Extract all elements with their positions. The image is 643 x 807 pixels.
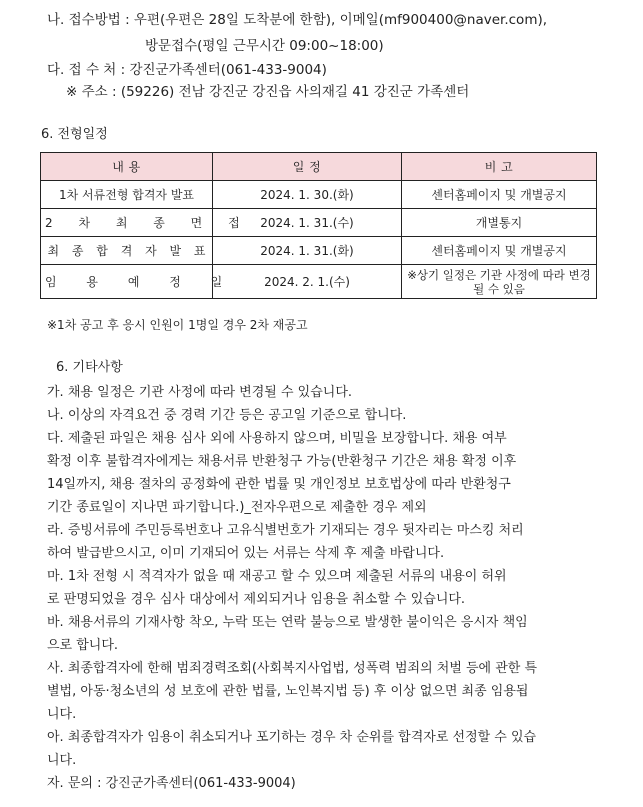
schedule-table [40, 152, 597, 299]
list-item: 별법, 아동·청소년의 성 보호에 관한 법률, 노인복지법 등) 후 이상 없으면 최종 임용됩 [47, 684, 529, 699]
row-date: 2024. 1. 30.(화) [213, 181, 402, 209]
header-schedule: 일 정 [213, 153, 402, 181]
list-item: 라. 증빙서류에 주민등록번호나 고유식별번호가 기재되는 경우 뒷자리는 마스킹 처리 [47, 523, 524, 538]
list-item: 기간 종료일이 지나면 파기합니다.)_전자우편으로 제출한 경우 제외 [47, 500, 427, 515]
submission-office-line: 다. 접 수 처 : 강진군가족센터(061-433-9004) [47, 62, 327, 78]
list-item: 바. 채용서류의 기재사항 착오, 누락 또는 연락 불능으로 발생한 불이익은 응시자 책임 [47, 615, 528, 630]
list-item: 마. 1차 전형 시 적격자가 없을 때 재공고 할 수 있으며 제출된 서류의 내용이 허위 [47, 569, 507, 584]
list-item: 니다. [47, 753, 77, 768]
header-content: 내 용 [41, 153, 213, 181]
row-note: 센터홈페이지 및 개별공지 [402, 237, 597, 265]
list-item: 사. 최종합격자에 한해 범죄경력조회(사회복지사업법, 성폭력 범죄의 처벌 등에 관한 특 [47, 661, 538, 676]
table-row [41, 209, 597, 237]
list-item: 니다. [47, 707, 77, 722]
schedule-heading: 6. 전형일정 [41, 127, 108, 142]
table-header-row [41, 153, 597, 181]
list-item: 확정 이후 불합격자에게는 채용서류 반환청구 가능(반환청구 기간은 채용 확정 이후 [47, 454, 517, 469]
list-item: 아. 최종합격자가 임용이 취소되거나 포기하는 경우 차 순위를 합격자로 선정할 수 있습 [47, 730, 537, 745]
list-item: 나. 이상의 자격요건 중 경력 기간 등은 공고일 기준으로 합니다. [47, 408, 407, 423]
list-item: 자. 문의 : 강진군가족센터(061-433-9004) [47, 776, 296, 791]
header-remarks: 비 고 [402, 153, 597, 181]
other-matters-heading: 6. 기타사항 [56, 360, 123, 375]
row-stage: 1차 서류전형 합격자 발표 [41, 181, 213, 209]
schedule-footnote: ※1차 공고 후 응시 인원이 1명일 경우 2차 재공고 [47, 318, 308, 332]
list-item: 으로 합니다. [47, 638, 119, 653]
list-item: 14일까지, 채용 절차의 공정화에 관한 법률 및 개인정보 보호법상에 따라 반환청구 [47, 477, 511, 492]
row-stage: 최 종 합 격 자 발 표 [41, 237, 213, 265]
row-stage: 임 용 예 정 일 [41, 265, 213, 299]
row-date: 2024. 2. 1.(수) [213, 265, 402, 299]
list-item: 다. 제출된 파일은 채용 심사 외에 사용하지 않으며, 비밀을 보장합니다. 채용 여부 [47, 431, 507, 446]
row-note: ※상기 일정은 기관 사정에 따라 변경될 수 있음 [402, 265, 597, 299]
row-date: 2024. 1. 31.(화) [213, 237, 402, 265]
table-row [41, 181, 597, 209]
row-stage: 2 차 최 종 면 접 [41, 209, 213, 237]
row-note: 개별통지 [402, 209, 597, 237]
table-row [41, 237, 597, 265]
list-item: 하여 발급받으시고, 이미 기재되어 있는 서류는 삭제 후 제출 바랍니다. [47, 546, 445, 561]
list-item: 로 판명되었을 경우 심사 대상에서 제외되거나 임용을 취소할 수 있습니다. [47, 592, 466, 607]
application-method-continued: 방문접수(평일 근무시간 09:00~18:00) [145, 38, 384, 54]
application-method-line: 나. 접수방법 : 우편(우편은 28일 도착분에 한함), 이메일(mf900400@naver.com), [47, 12, 548, 28]
list-item: 가. 채용 일정은 기관 사정에 따라 변경될 수 있습니다. [47, 385, 353, 400]
row-date: 2024. 1. 31.(수) [213, 209, 402, 237]
address-line: ※ 주소 : (59226) 전남 강진군 강진읍 사의재길 41 강진군 가족센터 [66, 84, 470, 100]
table-row [41, 265, 597, 299]
row-note: 센터홈페이지 및 개별공지 [402, 181, 597, 209]
